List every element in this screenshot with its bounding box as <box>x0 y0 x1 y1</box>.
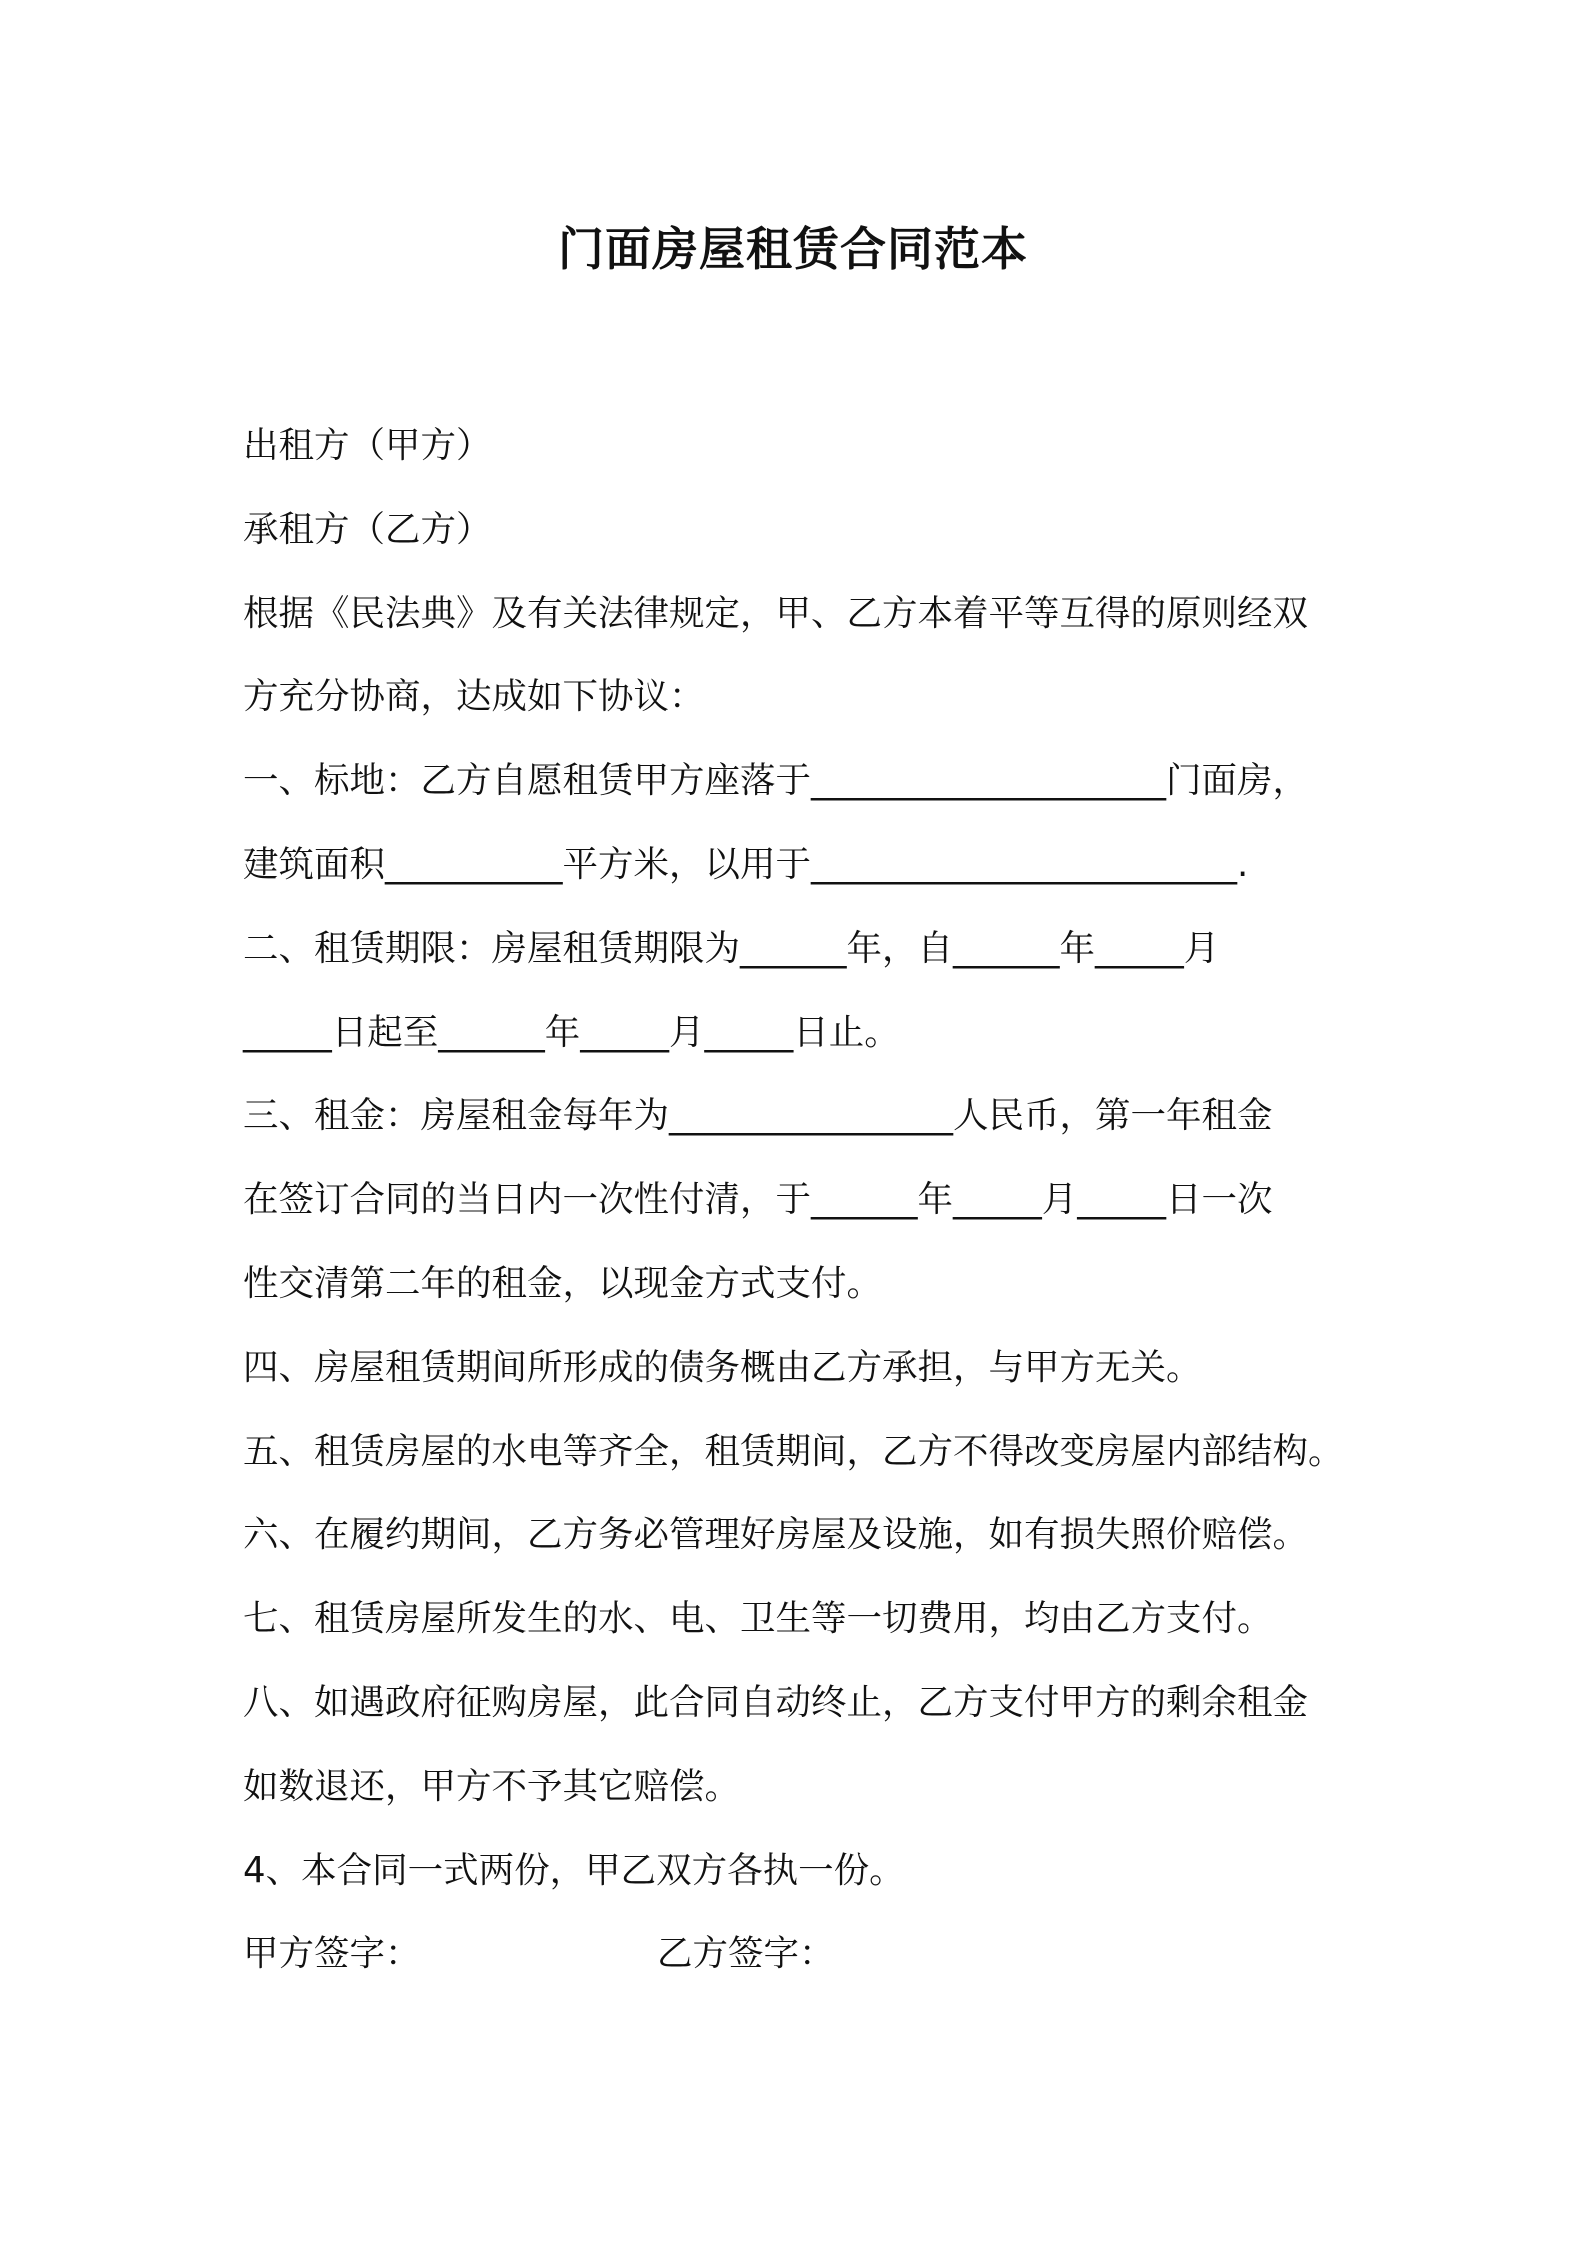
party-a-signature-label: 甲方签字： <box>243 1933 421 1975</box>
clause-7: 七、租赁房屋所发生的水、电、卫生等一切费用，均由乙方支付。 <box>243 1598 1273 1640</box>
clause-5: 五、租赁房屋的水电等齐全，租赁期间，乙方不得改变房屋内部结构。 <box>243 1430 1344 1472</box>
page-title: 门面房屋租赁合同范本 <box>558 222 1028 276</box>
contract-body <box>243 404 1373 1996</box>
lessee-line: 承租方（乙方） <box>243 508 492 550</box>
clause-8-line-1: 八、如遇政府征购房屋，此合同自动终止，乙方支付甲方的剩余租金 <box>243 1681 1309 1723</box>
preamble-line-2: 方充分协商，达成如下协议： <box>243 676 705 718</box>
clause-4: 四、房屋租赁期间所形成的债务概由乙方承担，与甲方无关。 <box>243 1346 1202 1388</box>
clause-3-line-2: 在签订合同的当日内一次性付清，于______年_____月_____日一次 <box>243 1179 1273 1221</box>
clause-8-line-2: 如数退还，甲方不予其它赔偿。 <box>243 1765 741 1807</box>
clause-1-line-1: 一、标地：乙方自愿租赁甲方座落于____________________门面房， <box>243 760 1309 802</box>
clause-2-line-1: 二、租赁期限：房屋租赁期限为______年，自______年_____月 <box>243 927 1220 969</box>
clause-3-line-1: 三、租金：房屋租金每年为________________人民币，第一年租金 <box>243 1095 1273 1137</box>
clause-1-line-2: 建筑面积__________平方米，以用于________________________. <box>243 843 1249 885</box>
clause-3-line-3: 性交清第二年的租金，以现金方式支付。 <box>243 1262 883 1304</box>
signature-row <box>243 1912 1373 1996</box>
preamble-line-1: 根据《民法典》及有关法律规定，甲、乙方本着平等互得的原则经双 <box>243 592 1309 634</box>
copies-clause: 4、本合同一式两份，甲乙双方各执一份。 <box>243 1849 905 1891</box>
lessor-line: 出租方（甲方） <box>243 425 492 466</box>
clause-2-line-2: _____日起至______年_____月_____日止。 <box>243 1011 900 1053</box>
clause-6: 六、在履约期间，乙方务必管理好房屋及设施，如有损失照价赔偿。 <box>243 1514 1309 1556</box>
party-b-signature-label: 乙方签字： <box>657 1933 835 1975</box>
